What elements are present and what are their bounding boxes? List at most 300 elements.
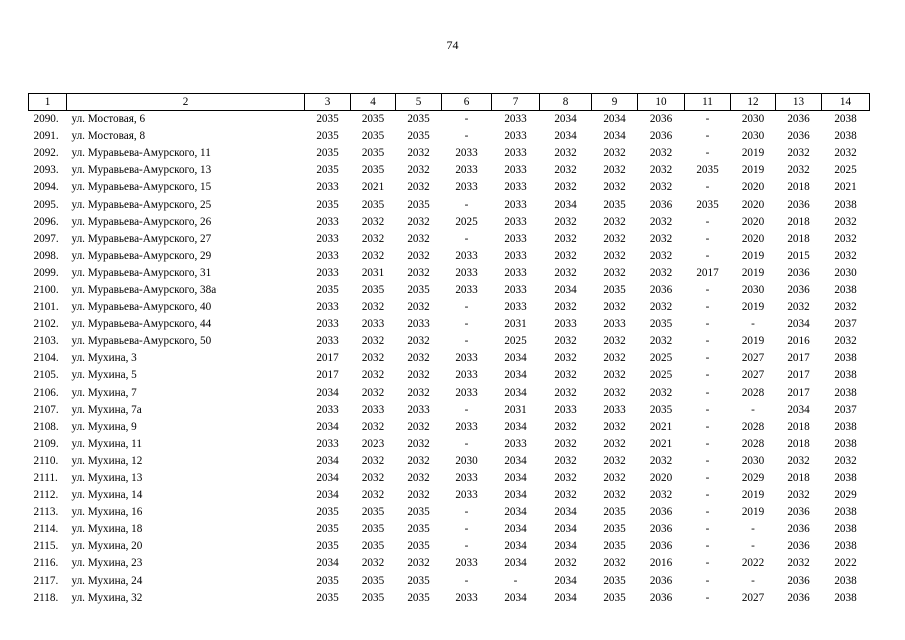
address-cell: ул. Муравьева-Амурского, 31 [71,266,212,279]
year-cell: 2032 [649,215,673,228]
year-cell: 2021 [834,181,857,194]
row-number: 2106. [33,386,59,399]
year-cell: 2034 [787,403,810,416]
year-cell: 2032 [361,232,385,245]
year-cell: 2016 [787,335,810,348]
year-cell: - [751,574,755,587]
year-cell: 2036 [649,591,673,604]
address-cell: ул. Муравьева-Амурского, 11 [71,147,211,160]
table-row [29,470,870,487]
year-cell: 2035 [603,574,626,587]
year-cell: - [705,386,710,399]
year-cell: 2032 [603,335,626,348]
address-cell: ул. Муравьева-Амурского, 38а [71,283,217,296]
year-cell: 2033 [407,403,430,416]
year-cell: 2030 [741,454,765,467]
year-cell: 2016 [649,557,673,570]
year-cell: 2032 [554,420,577,433]
year-cell: 2034 [504,506,527,519]
year-cell: 2032 [407,215,430,228]
year-cell: 2018 [787,215,810,228]
year-cell: 2032 [787,489,810,502]
address-cell: ул. Муравьева-Амурского, 27 [71,232,212,245]
year-cell: 2035 [603,283,626,296]
address-cell: ул. Муравьева-Амурского, 25 [71,198,212,211]
year-cell: - [705,506,710,519]
year-cell: 2032 [361,454,385,467]
year-cell: 2032 [834,454,857,467]
year-cell: 2032 [554,454,577,467]
year-cell: 2035 [361,540,385,553]
year-cell: 2032 [554,437,577,450]
year-cell: 2018 [787,420,810,433]
year-cell: 2033 [554,318,577,331]
year-cell: 2033 [455,283,478,296]
year-cell: - [705,232,710,245]
year-cell: 2032 [603,301,626,314]
year-cell: 2032 [834,301,857,314]
year-cell: 2035 [316,147,339,160]
year-cell: 2036 [787,130,810,143]
year-cell: - [464,523,469,536]
year-cell: 2020 [741,181,765,194]
year-cell: 2017 [787,386,810,399]
year-cell: 2032 [407,472,430,485]
year-cell: 2027 [741,352,765,365]
table-body [29,111,870,607]
row-number: 2101. [33,301,59,314]
year-cell: 2035 [407,130,430,143]
table-row [29,196,870,213]
year-cell: 2032 [603,266,626,279]
year-cell: 2033 [504,301,527,314]
year-cell: 2032 [407,181,430,194]
year-cell: 2034 [316,420,339,433]
year-cell: 2033 [316,249,339,262]
year-cell: 2031 [361,266,385,279]
year-cell: 2032 [554,232,577,245]
year-cell: 2038 [834,574,857,587]
year-cell: 2015 [787,249,810,262]
row-number: 2092. [33,147,59,160]
row-number: 2099. [33,266,59,279]
table-row [29,282,870,299]
year-cell: 2032 [834,249,857,262]
year-cell: 2033 [455,164,478,177]
year-cell: 2034 [316,472,339,485]
year-cell: 2032 [649,181,673,194]
year-cell: 2032 [407,437,430,450]
year-cell: 2033 [455,557,478,570]
year-cell: 2032 [787,301,810,314]
year-cell: 2035 [361,523,385,536]
year-cell: 2035 [361,147,385,160]
year-cell: 2032 [834,147,857,160]
year-cell: - [705,215,710,228]
address-cell: ул. Мухина, 16 [71,506,143,519]
year-cell: 2035 [407,591,430,604]
year-cell: 2032 [603,557,626,570]
address-cell: ул. Мухина, 13 [71,472,143,485]
table-row [29,316,870,333]
row-number: 2093. [33,164,59,177]
year-cell: 2020 [741,232,765,245]
year-cell: 2032 [554,557,577,570]
table-row [29,299,870,316]
year-cell: - [464,301,469,314]
year-cell: 2034 [554,523,577,536]
year-cell: 2032 [554,266,577,279]
year-cell: - [705,249,710,262]
row-number: 2091. [33,130,59,143]
year-cell: 2028 [741,420,765,433]
year-cell: 2034 [316,386,339,399]
year-cell: 2019 [741,489,765,502]
year-cell: 2032 [554,472,577,485]
column-header: 5 [396,94,442,111]
year-cell: 2032 [361,420,385,433]
year-cell: 2032 [649,386,673,399]
year-cell: 2036 [787,283,810,296]
year-cell: 2032 [407,454,430,467]
year-cell: 2032 [554,249,577,262]
address-cell: ул. Мухина, 12 [71,454,143,467]
table-row [29,419,870,436]
year-cell: - [705,369,710,382]
year-cell: - [705,523,710,536]
table-header [29,94,870,111]
year-cell: 2032 [649,266,673,279]
year-cell: 2035 [316,523,339,536]
year-cell: 2018 [787,232,810,245]
address-cell: ул. Мухина, 7а [71,403,142,416]
column-header: 6 [442,94,492,111]
column-header: 9 [592,94,638,111]
table-row [29,179,870,196]
year-cell: 2025 [455,215,478,228]
year-cell: 2019 [741,164,765,177]
row-number: 2111. [33,472,58,485]
table-row [29,504,870,521]
year-cell: 2032 [603,215,626,228]
year-cell: - [513,574,518,587]
year-cell: - [705,403,710,416]
table-row [29,145,870,162]
table-row [29,162,870,179]
table-row [29,573,870,590]
year-cell: 2033 [455,489,478,502]
year-cell: 2030 [455,454,478,467]
address-cell: ул. Мухина, 14 [71,489,143,502]
year-cell: 2037 [834,403,857,416]
year-cell: - [705,318,710,331]
column-header: 7 [492,94,540,111]
table-row [29,538,870,555]
year-cell: 2023 [361,437,385,450]
year-cell: 2035 [407,523,430,536]
address-cell: ул. Мухина, 32 [71,591,143,604]
year-cell: 2035 [407,113,430,126]
year-cell: 2032 [361,249,385,262]
address-cell: ул. Мухина, 18 [71,523,143,536]
year-cell: 2032 [649,335,673,348]
year-cell: 2032 [407,386,430,399]
year-cell: 2034 [504,489,527,502]
year-cell: 2019 [741,266,765,279]
year-cell: 2033 [554,403,577,416]
year-cell: - [751,318,755,331]
column-header: 14 [822,94,870,111]
year-cell: 2033 [316,215,339,228]
year-cell: 2033 [455,472,478,485]
year-cell: - [705,283,710,296]
year-cell: 2032 [649,164,673,177]
address-cell: ул. Мухина, 11 [71,437,142,450]
year-cell: 2032 [649,232,673,245]
year-cell: - [464,198,469,211]
year-cell: 2032 [603,181,626,194]
year-cell: 2021 [649,437,673,450]
year-cell: - [705,130,710,143]
row-number: 2102. [33,318,59,331]
year-cell: 2025 [504,335,527,348]
year-cell: 2017 [316,352,339,365]
year-cell: 2035 [361,113,385,126]
year-cell: 2034 [504,454,527,467]
year-cell: 2033 [504,198,527,211]
year-cell: 2025 [649,352,673,365]
row-number: 2107. [33,403,59,416]
year-cell: 2032 [407,249,430,262]
year-cell: 2033 [504,249,527,262]
year-cell: 2035 [603,523,626,536]
year-cell: 2036 [649,574,673,587]
year-cell: 2027 [741,369,765,382]
year-cell: 2018 [787,181,810,194]
year-cell: 2036 [649,130,673,143]
year-cell: 2032 [554,489,577,502]
year-cell: 2038 [834,591,857,604]
year-cell: 2035 [316,130,339,143]
year-cell: - [705,557,710,570]
year-cell: 2033 [316,232,339,245]
row-number: 2114. [33,523,59,536]
page-number: 74 [446,38,459,52]
year-cell: 2032 [834,232,857,245]
year-cell: 2032 [554,335,577,348]
year-cell: 2032 [603,147,626,160]
table-row [29,521,870,538]
year-cell: 2035 [603,591,626,604]
year-cell: 2038 [834,472,857,485]
year-cell: - [464,113,469,126]
year-cell: 2034 [504,591,527,604]
year-cell: 2032 [649,454,673,467]
row-number: 2095. [33,198,59,211]
year-cell: 2034 [316,557,339,570]
year-cell: 2034 [504,369,527,382]
year-cell: 2032 [407,557,430,570]
table-row [29,385,870,402]
year-cell: - [705,420,710,433]
year-cell: 2034 [554,198,577,211]
address-cell: ул. Мухина, 23 [71,557,143,570]
year-cell: 2035 [316,164,339,177]
year-cell: 2032 [361,301,385,314]
year-cell: 2033 [361,318,385,331]
year-cell: 2032 [407,301,430,314]
year-cell: 2033 [455,420,478,433]
year-cell: 2030 [741,130,765,143]
year-cell: 2029 [834,489,857,502]
year-cell: 2033 [455,386,478,399]
year-cell: 2028 [741,386,765,399]
table-row [29,111,870,129]
row-number: 2090. [33,113,59,126]
column-header: 2 [67,94,305,111]
table-row [29,453,870,470]
year-cell: 2032 [649,249,673,262]
year-cell: 2033 [504,130,527,143]
year-cell: 2035 [361,164,385,177]
year-cell: 2032 [554,181,577,194]
year-cell: 2020 [741,215,765,228]
year-cell: - [751,540,755,553]
year-cell: 2033 [455,591,478,604]
year-cell: 2019 [741,335,765,348]
address-cell: ул. Муравьева-Амурского, 44 [71,318,212,331]
column-header: 8 [540,94,592,111]
address-cell: ул. Муравьева-Амурского, 40 [71,301,212,314]
year-cell: 2032 [554,215,577,228]
year-cell: 2032 [649,301,673,314]
year-cell: 2034 [554,113,577,126]
table-row [29,128,870,145]
year-cell: 2038 [834,540,857,553]
year-cell: 2034 [554,130,577,143]
year-cell: 2036 [649,523,673,536]
year-cell: 2038 [834,198,857,211]
year-cell: 2033 [504,266,527,279]
year-cell: - [705,574,710,587]
year-cell: 2035 [603,198,626,211]
table-row [29,367,870,384]
row-number: 2094. [33,181,59,194]
year-cell: - [705,301,710,314]
year-cell: 2032 [554,164,577,177]
year-cell: - [705,472,710,485]
year-cell: - [705,489,710,502]
year-cell: 2032 [554,352,577,365]
address-cell: ул. Мостовая, 6 [71,113,146,126]
row-number: 2096. [33,215,59,228]
year-cell: 2036 [787,523,810,536]
year-cell: 2032 [603,232,626,245]
year-cell: 2019 [741,506,765,519]
year-cell: 2022 [741,557,765,570]
column-header: 11 [685,94,731,111]
year-cell: - [464,506,469,519]
year-cell: 2033 [455,369,478,382]
year-cell: 2030 [741,283,765,296]
year-cell: 2033 [504,147,527,160]
year-cell: - [705,352,710,365]
year-cell: 2017 [787,369,810,382]
year-cell: 2019 [741,249,765,262]
year-cell: 2032 [407,369,430,382]
year-cell: 2035 [696,164,719,177]
row-number: 2105. [33,369,59,382]
year-cell: 2035 [696,198,719,211]
year-cell: 2032 [407,335,430,348]
year-cell: 2038 [834,113,857,126]
column-header: 10 [638,94,685,111]
address-cell: ул. Муравьева-Амурского, 13 [71,164,212,177]
year-cell: 2036 [649,198,673,211]
year-cell: - [464,437,469,450]
table-row [29,214,870,231]
year-cell: 2033 [316,403,339,416]
address-cell: ул. Муравьева-Амурского, 15 [71,181,212,194]
year-cell: 2035 [603,506,626,519]
year-cell: 2032 [407,147,430,160]
year-cell: 2033 [504,283,527,296]
row-number: 2115. [33,540,59,553]
year-cell: 2035 [361,506,385,519]
year-cell: 2034 [787,318,810,331]
year-cell: 2034 [504,352,527,365]
year-cell: 2027 [741,591,765,604]
year-cell: 2035 [316,113,339,126]
row-number: 2100. [33,283,59,296]
year-cell: 2033 [455,147,478,160]
year-cell: - [705,591,710,604]
year-cell: - [751,523,755,536]
address-cell: ул. Мухина, 20 [71,540,143,553]
address-cell: ул. Мухина, 5 [71,369,137,382]
year-cell: 2035 [407,198,430,211]
year-cell: 2033 [316,318,339,331]
column-header: 1 [29,94,67,111]
year-cell: 2032 [407,352,430,365]
year-cell: 2033 [316,266,339,279]
year-cell: 2017 [696,266,719,279]
year-cell: 2032 [649,489,673,502]
year-cell: 2038 [834,386,857,399]
year-cell: 2038 [834,283,857,296]
year-cell: 2032 [787,164,810,177]
year-cell: 2018 [787,437,810,450]
year-cell: 2034 [603,113,626,126]
year-cell: 2036 [787,591,810,604]
year-cell: - [705,540,710,553]
year-cell: 2034 [603,130,626,143]
year-cell: 2019 [741,147,765,160]
year-cell: 2038 [834,523,857,536]
year-cell: 2033 [316,437,339,450]
year-cell: 2020 [649,472,673,485]
row-number: 2097. [33,232,59,245]
year-cell: - [751,403,755,416]
year-cell: 2034 [504,472,527,485]
year-cell: 2033 [504,232,527,245]
year-cell: 2036 [649,506,673,519]
year-cell: - [464,232,469,245]
year-cell: 2033 [504,113,527,126]
year-cell: 2035 [649,403,673,416]
year-cell: 2033 [316,335,339,348]
address-cell: ул. Муравьева-Амурского, 50 [71,335,212,348]
